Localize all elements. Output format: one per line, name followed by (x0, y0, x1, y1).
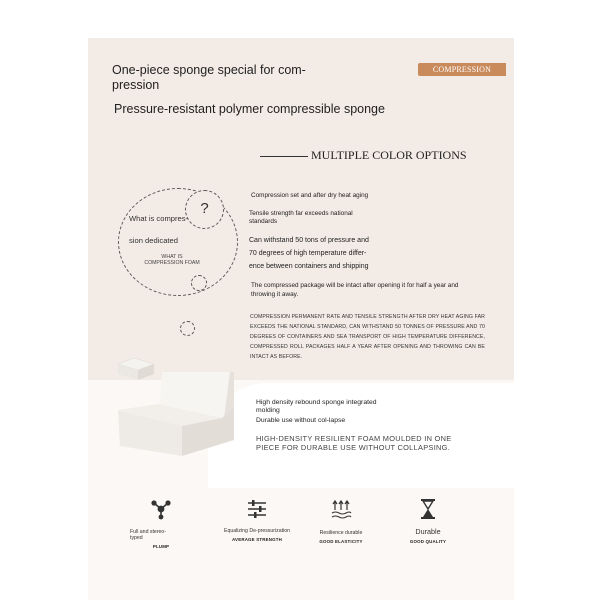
icon-item-elasticity (306, 498, 376, 544)
icon-sub-plump: PLUMP (152, 544, 170, 549)
bubble-line-1: What is compres- (129, 214, 189, 223)
feature-package-intact: The compressed package will be intact after opening it for half a year and throwing it away. (251, 282, 459, 298)
icon-item-plump (126, 498, 196, 549)
icon-label-resilience: Resilience durable (319, 530, 363, 536)
compression-badge: COMPRESSION (418, 63, 506, 76)
icon-sub-average-strength: AVERAGE STRENGTH (232, 537, 282, 542)
foam-chair-image (118, 368, 238, 464)
description-paragraph: COMPRESSION PERMANENT RATE AND TENSILE STRENGTH AFTER DRY HEAT AGING FAR EXCEEDS THE NATIONAL STANDARD, CAN WITHSTAND 50 TONNES OF PRESSURE AND 70 DEGREES OF CONTAINERS AND SEA TRANSPORT OF HIGH TEMPERATURE DIFFERENCE, COMPRESSED ROLL PACKAGES HALF A YEAR AFTER OPENING AND THROWING CAN BE INTACT AS BEFORE. (250, 314, 485, 360)
bubble-dot-small (180, 321, 195, 336)
icon-item-quality (393, 498, 463, 544)
arrows-up-icon (330, 498, 352, 520)
icon-label-plump: Full and stereo-typed (130, 529, 167, 541)
icon-sub-quality: GOOD QUALITY (409, 539, 447, 544)
title-divider (260, 156, 308, 157)
page-subtitle: Pressure-resistant polymer compressible sponge (114, 102, 385, 116)
icon-label-durable: Durable (415, 527, 441, 536)
icon-label-depressurization: Equalizing De-pressurization (223, 528, 291, 534)
feature-tensile: Tensile strength far exceeds national standards (249, 210, 353, 225)
product-page (88, 38, 514, 600)
color-options-title: MULTIPLE COLOR OPTIONS (311, 148, 467, 162)
bubble-caption: WHAT IS COMPRESSION FOAM (144, 254, 200, 266)
bubble-line-2: sion dedicated (129, 236, 178, 245)
molecule-icon (150, 498, 172, 520)
sliders-icon (246, 498, 268, 520)
product-feature-molding: High density rebound sponge integrated molding (256, 399, 377, 414)
page-title: One-piece sponge special for com- pression (112, 63, 306, 92)
icon-item-average-strength (222, 498, 292, 542)
product-caps-description: HIGH-DENSITY RESILIENT FOAM MOULDED IN ONE PIECE FOR DURABLE USE WITHOUT COLLAPSING. (256, 434, 452, 452)
question-icon: ? (185, 190, 224, 229)
icon-sub-elasticity: GOOD ELASTICITY (319, 539, 363, 544)
feature-dry-heat: Compression set and after dry heat aging (251, 192, 369, 199)
feature-pressure: Can withstand 50 tons of pressure and 70 degrees of high temperature differ- ence between containers and shipping (249, 237, 369, 270)
hourglass-icon (418, 498, 438, 520)
product-feature-durable: Durable use without col-lapse (256, 417, 346, 424)
bubble-dot-large (191, 275, 207, 291)
